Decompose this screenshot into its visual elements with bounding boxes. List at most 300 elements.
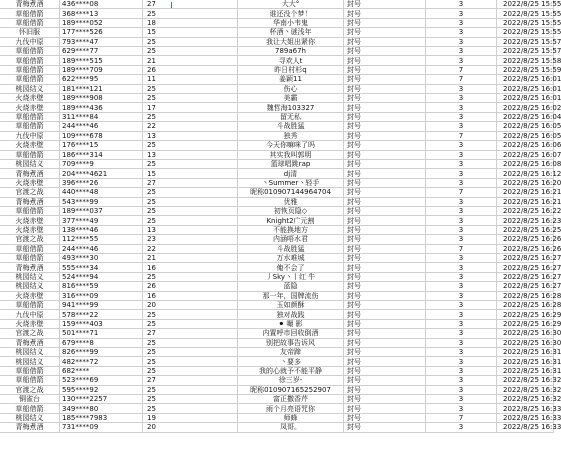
days-cell[interactable]: 7 (426, 75, 497, 84)
level-cell[interactable]: 26 (143, 282, 238, 291)
days-cell[interactable]: 3 (426, 178, 497, 187)
time-cell[interactable]: 2022/8/25 15:55 (497, 18, 554, 27)
server-cell[interactable]: 草船借箭 (0, 65, 60, 74)
nickname-cell[interactable]: 杯酒丶谜浅年 (238, 28, 344, 37)
table-row[interactable] (0, 272, 554, 281)
table-row[interactable] (0, 244, 554, 253)
penalty-cell[interactable]: 封号 (344, 310, 426, 319)
account-cell[interactable]: 138****46 (60, 225, 143, 234)
account-cell[interactable]: 377****49 (60, 216, 143, 225)
level-cell[interactable]: 15 (143, 28, 238, 37)
time-cell[interactable]: 2022/8/25 16:05 (497, 122, 554, 131)
nickname-cell[interactable]: 徐三岁- (238, 376, 344, 385)
nickname-cell[interactable]: 师蜂 (238, 413, 344, 422)
level-cell[interactable]: 19 (143, 413, 238, 422)
nickname-cell[interactable]: 魏哲海103327 (238, 103, 344, 112)
days-cell[interactable]: 7 (426, 413, 497, 422)
level-cell[interactable]: 27 (143, 376, 238, 385)
table-row[interactable] (0, 178, 554, 187)
days-cell[interactable]: 3 (426, 404, 497, 413)
penalty-cell[interactable]: 封号 (344, 122, 426, 131)
server-cell[interactable]: 青梅煮酒 (0, 263, 60, 272)
table-row[interactable] (0, 159, 554, 168)
table-row[interactable] (0, 348, 554, 357)
table-row[interactable] (0, 37, 554, 46)
days-cell[interactable]: 3 (426, 112, 497, 121)
time-cell[interactable]: 2022/8/25 16:01 (497, 84, 554, 93)
level-cell[interactable]: 25 (143, 94, 238, 103)
penalty-cell[interactable]: 封号 (344, 18, 426, 27)
nickname-cell[interactable]: 篮球唱跳rap (238, 159, 344, 168)
table-row[interactable] (0, 0, 554, 9)
penalty-cell[interactable]: 封号 (344, 56, 426, 65)
penalty-cell[interactable]: 封号 (344, 272, 426, 281)
level-cell[interactable]: 25 (143, 9, 238, 18)
table-row[interactable] (0, 357, 554, 366)
table-row[interactable] (0, 9, 554, 18)
days-cell[interactable]: 3 (426, 159, 497, 168)
server-cell[interactable]: 桃园结义 (0, 357, 60, 366)
level-cell[interactable]: 22 (143, 122, 238, 131)
account-cell[interactable]: 793****47 (60, 37, 143, 46)
time-cell[interactable]: 2022/8/25 16:12 (497, 169, 554, 178)
server-cell[interactable]: 桃园结义 (0, 413, 60, 422)
server-cell[interactable]: 草船借箭 (0, 244, 60, 253)
penalty-cell[interactable]: 封号 (344, 28, 426, 37)
server-cell[interactable]: 桃园结义 (0, 272, 60, 281)
server-cell[interactable]: 草船借箭 (0, 9, 60, 18)
table-row[interactable] (0, 366, 554, 375)
nickname-cell[interactable]: 昵称010907144964704 (238, 188, 344, 197)
nickname-cell[interactable]: 独对战践 (238, 310, 344, 319)
table-row[interactable] (0, 28, 554, 37)
penalty-cell[interactable]: 封号 (344, 216, 426, 225)
account-cell[interactable]: 189****709 (60, 65, 143, 74)
days-cell[interactable]: 3 (426, 18, 497, 27)
account-cell[interactable]: 578****22 (60, 310, 143, 319)
account-cell[interactable]: 482****72 (60, 357, 143, 366)
penalty-cell[interactable]: 封号 (344, 291, 426, 300)
time-cell[interactable]: 2022/8/25 16:33 (497, 404, 554, 413)
penalty-cell[interactable]: 封号 (344, 263, 426, 272)
level-cell[interactable]: 25 (143, 216, 238, 225)
time-cell[interactable]: 2022/8/25 16:32 (497, 376, 554, 385)
nickname-cell[interactable]: 寻欢人t (238, 56, 344, 65)
level-cell[interactable]: 18 (143, 18, 238, 27)
server-cell[interactable]: 官渡之战 (0, 235, 60, 244)
penalty-cell[interactable]: 封号 (344, 395, 426, 404)
table-row[interactable] (0, 235, 554, 244)
level-cell[interactable]: 25 (143, 197, 238, 206)
level-cell[interactable]: 13 (143, 225, 238, 234)
time-cell[interactable]: 2022/8/25 16:31 (497, 366, 554, 375)
server-cell[interactable]: 铜雀台 (0, 395, 60, 404)
nickname-cell[interactable]: 内涵唔水君 (238, 235, 344, 244)
nickname-cell[interactable]: 我让大姐出紧你 (238, 37, 344, 46)
account-cell[interactable]: 595****92 (60, 385, 143, 394)
nickname-cell[interactable]: 昵称010907165252907 (238, 385, 344, 394)
days-cell[interactable]: 3 (426, 319, 497, 328)
time-cell[interactable]: 2022/8/25 16:32 (497, 385, 554, 394)
account-cell[interactable]: 679****8 (60, 338, 143, 347)
time-cell[interactable]: 2022/8/25 16:33 (497, 413, 554, 422)
time-cell[interactable]: 2022/8/25 16:28 (497, 291, 554, 300)
days-cell[interactable]: 3 (426, 376, 497, 385)
nickname-cell[interactable]: 友帝蹄 (238, 348, 344, 357)
time-cell[interactable]: 2022/8/25 16:31 (497, 348, 554, 357)
server-cell[interactable]: 草船借箭 (0, 150, 60, 159)
account-cell[interactable]: 523****69 (60, 376, 143, 385)
account-cell[interactable]: 189****037 (60, 206, 143, 215)
time-cell[interactable]: 2022/8/25 16:26 (497, 235, 554, 244)
days-cell[interactable]: 3 (426, 56, 497, 65)
account-cell[interactable]: 130****2257 (60, 395, 143, 404)
days-cell[interactable]: 3 (426, 122, 497, 131)
server-cell[interactable]: 九伐中原 (0, 131, 60, 140)
server-cell[interactable]: 桃园结义 (0, 159, 60, 168)
table-row[interactable] (0, 141, 554, 150)
level-cell[interactable]: 25 (143, 188, 238, 197)
time-cell[interactable]: 2022/8/25 16:21 (497, 188, 554, 197)
days-cell[interactable]: 3 (426, 357, 497, 366)
penalty-cell[interactable]: 封号 (344, 301, 426, 310)
table-row[interactable] (0, 376, 554, 385)
server-cell[interactable]: 九伐中原 (0, 37, 60, 46)
days-cell[interactable]: 3 (426, 253, 497, 262)
server-cell[interactable]: 青梅煮酒 (0, 169, 60, 178)
server-cell[interactable]: 草船借箭 (0, 366, 60, 375)
time-cell[interactable]: 2022/8/25 15:55 (497, 28, 554, 37)
penalty-cell[interactable]: 封号 (344, 131, 426, 140)
days-cell[interactable]: 3 (426, 338, 497, 347)
level-cell[interactable]: 25 (143, 404, 238, 413)
server-cell[interactable]: 草船借箭 (0, 253, 60, 262)
nickname-cell[interactable]: 优雅 (238, 197, 344, 206)
server-cell[interactable]: 桃园结义 (0, 84, 60, 93)
account-cell[interactable]: 112****55 (60, 235, 143, 244)
penalty-cell[interactable]: 封号 (344, 385, 426, 394)
table-row[interactable] (0, 206, 554, 215)
days-cell[interactable]: 3 (426, 282, 497, 291)
nickname-cell[interactable]: 凤哥。 (238, 423, 344, 432)
penalty-cell[interactable]: 封号 (344, 423, 426, 432)
penalty-cell[interactable]: 封号 (344, 413, 426, 422)
table-row[interactable] (0, 131, 554, 140)
penalty-cell[interactable]: 封号 (344, 94, 426, 103)
table-row[interactable] (0, 385, 554, 394)
nickname-cell[interactable]: 丿Sky丶丨红 牛 (238, 272, 344, 281)
server-cell[interactable]: 草船借箭 (0, 404, 60, 413)
time-cell[interactable]: 2022/8/25 16:27 (497, 253, 554, 262)
time-cell[interactable]: 2022/8/25 16:26 (497, 244, 554, 253)
account-cell[interactable]: 501****71 (60, 329, 143, 338)
server-cell[interactable]: 火烧赤壁 (0, 291, 60, 300)
level-cell[interactable]: 17 (143, 103, 238, 112)
nickname-cell[interactable]: 丶Summer丶轻手 (238, 178, 344, 187)
server-cell[interactable]: 草船借箭 (0, 56, 60, 65)
nickname-cell[interactable]: 富正撒香芹 (238, 395, 344, 404)
nickname-cell[interactable]: 蓝隐 (238, 282, 344, 291)
nickname-cell[interactable]: 其实我叫郭明 (238, 150, 344, 159)
nickname-cell[interactable]: 谁还没个梦！ (238, 9, 344, 18)
server-cell[interactable]: 火烧赤壁 (0, 216, 60, 225)
nickname-cell[interactable]: dj清 (238, 169, 344, 178)
account-cell[interactable]: 189****436 (60, 103, 143, 112)
level-cell[interactable]: 25 (143, 357, 238, 366)
penalty-cell[interactable]: 封号 (344, 282, 426, 291)
time-cell[interactable]: 2022/8/25 16:08 (497, 159, 554, 168)
level-cell[interactable]: 26 (143, 65, 238, 74)
server-cell[interactable]: 草船借箭 (0, 18, 60, 27)
server-cell[interactable]: 火烧赤壁 (0, 178, 60, 187)
table-row[interactable] (0, 291, 554, 300)
level-cell[interactable]: 25 (143, 338, 238, 347)
server-cell[interactable]: 火烧赤壁 (0, 94, 60, 103)
account-cell[interactable]: 493****30 (60, 253, 143, 262)
penalty-cell[interactable]: 封号 (344, 348, 426, 357)
nickname-cell[interactable]: 留无私 (238, 112, 344, 121)
level-cell[interactable]: 25 (143, 395, 238, 404)
level-cell[interactable]: 25 (143, 385, 238, 394)
days-cell[interactable]: 3 (426, 103, 497, 112)
nickname-cell[interactable]: 斗战胜猛 (238, 122, 344, 131)
level-cell[interactable]: 20 (143, 301, 238, 310)
time-cell[interactable]: 2022/8/25 16:02 (497, 103, 554, 112)
days-cell[interactable]: 7 (426, 65, 497, 74)
level-cell[interactable]: 27 (143, 329, 238, 338)
table-row[interactable] (0, 216, 554, 225)
nickname-cell[interactable]: 姜颖11 (238, 75, 344, 84)
table-row[interactable] (0, 188, 554, 197)
account-cell[interactable]: 368****13 (60, 9, 143, 18)
server-cell[interactable]: 火烧赤壁 (0, 225, 60, 234)
time-cell[interactable]: 2022/8/25 16:21 (497, 197, 554, 206)
level-cell[interactable]: 16 (143, 263, 238, 272)
server-cell[interactable]: 火烧赤壁 (0, 141, 60, 150)
account-cell[interactable]: 244****46 (60, 244, 143, 253)
penalty-cell[interactable]: 封号 (344, 329, 426, 338)
days-cell[interactable]: 3 (426, 329, 497, 338)
table-row[interactable] (0, 94, 554, 103)
time-cell[interactable]: 2022/8/25 16:28 (497, 301, 554, 310)
level-cell[interactable]: 21 (143, 253, 238, 262)
penalty-cell[interactable]: 封号 (344, 47, 426, 56)
nickname-cell[interactable]: 789a67h (238, 47, 344, 56)
level-cell[interactable]: 25 (143, 310, 238, 319)
table-row[interactable] (0, 319, 554, 328)
table-row[interactable] (0, 413, 554, 422)
nickname-cell[interactable]: 华南小韦鬼 (238, 18, 344, 27)
time-cell[interactable]: 2022/8/25 16:30 (497, 329, 554, 338)
account-cell[interactable]: 524****94 (60, 272, 143, 281)
days-cell[interactable]: 3 (426, 206, 497, 215)
penalty-cell[interactable]: 封号 (344, 366, 426, 375)
nickname-cell[interactable]: 那一年，国牌流伤 (238, 291, 344, 300)
server-cell[interactable]: 官渡之战 (0, 188, 60, 197)
days-cell[interactable]: 7 (426, 244, 497, 253)
days-cell[interactable]: 7 (426, 188, 497, 197)
days-cell[interactable]: 3 (426, 197, 497, 206)
penalty-cell[interactable]: 封号 (344, 159, 426, 168)
level-cell[interactable]: 27 (143, 0, 238, 9)
account-cell[interactable]: 177****526 (60, 28, 143, 37)
nickname-cell[interactable]: 斗战胜猛 (238, 244, 344, 253)
table-row[interactable] (0, 301, 554, 310)
time-cell[interactable]: 2022/8/25 16:29 (497, 310, 554, 319)
penalty-cell[interactable]: 封号 (344, 338, 426, 347)
days-cell[interactable]: 7 (426, 131, 497, 140)
nickname-cell[interactable]: 丶要多 (238, 357, 344, 366)
account-cell[interactable]: 159****403 (60, 319, 143, 328)
table-row[interactable] (0, 56, 554, 65)
nickname-cell[interactable]: 玉如颜酥 (238, 301, 344, 310)
level-cell[interactable]: 25 (143, 141, 238, 150)
days-cell[interactable]: 3 (426, 28, 497, 37)
penalty-cell[interactable]: 封号 (344, 319, 426, 328)
days-cell[interactable]: 3 (426, 423, 497, 432)
table-row[interactable] (0, 225, 554, 234)
table-row[interactable] (0, 310, 554, 319)
penalty-cell[interactable]: 封号 (344, 169, 426, 178)
time-cell[interactable]: 2022/8/25 15:57 (497, 37, 554, 46)
time-cell[interactable]: 2022/8/25 16:31 (497, 357, 554, 366)
server-cell[interactable]: 怀旧服 (0, 28, 60, 37)
table-row[interactable] (0, 282, 554, 291)
level-cell[interactable]: 23 (143, 235, 238, 244)
level-cell[interactable]: 25 (143, 84, 238, 93)
level-cell[interactable]: 25 (143, 366, 238, 375)
table-row[interactable] (0, 197, 554, 206)
account-cell[interactable]: 109****678 (60, 131, 143, 140)
days-cell[interactable]: 3 (426, 291, 497, 300)
days-cell[interactable]: 3 (426, 141, 497, 150)
table-row[interactable] (0, 18, 554, 27)
penalty-cell[interactable]: 封号 (344, 376, 426, 385)
time-cell[interactable]: 2022/8/25 16:06 (497, 141, 554, 150)
nickname-cell[interactable]: 初恢页隐◇ (238, 206, 344, 215)
nickname-cell[interactable]: 万水难城 (238, 253, 344, 262)
account-cell[interactable]: 941****99 (60, 301, 143, 310)
account-cell[interactable]: 709****9 (60, 159, 143, 168)
server-cell[interactable]: 草船借箭 (0, 376, 60, 385)
account-cell[interactable]: 543****99 (60, 197, 143, 206)
nickname-cell[interactable]: 雨个月亮语咒你 (238, 404, 344, 413)
server-cell[interactable]: 青梅煮酒 (0, 338, 60, 347)
level-cell[interactable]: 13 (143, 131, 238, 140)
time-cell[interactable]: 2022/8/25 15:55 (497, 0, 554, 9)
account-cell[interactable]: 204****4621 (60, 169, 143, 178)
server-cell[interactable]: 草船借箭 (0, 301, 60, 310)
account-cell[interactable]: 436****08 (60, 0, 143, 9)
account-cell[interactable]: 189****515 (60, 56, 143, 65)
time-cell[interactable]: 2022/8/25 16:32 (497, 395, 554, 404)
server-cell[interactable]: 草船借箭 (0, 112, 60, 121)
server-cell[interactable]: 青梅煮酒 (0, 197, 60, 206)
level-cell[interactable]: 22 (143, 244, 238, 253)
days-cell[interactable]: 3 (426, 9, 497, 18)
account-cell[interactable]: 816****59 (60, 282, 143, 291)
penalty-cell[interactable]: 封号 (344, 357, 426, 366)
account-cell[interactable]: 731****09 (60, 423, 143, 432)
table-row[interactable] (0, 404, 554, 413)
time-cell[interactable]: 2022/8/25 16:23 (497, 216, 554, 225)
account-cell[interactable]: 316****09 (60, 291, 143, 300)
table-row[interactable] (0, 122, 554, 131)
server-cell[interactable]: 火烧赤壁 (0, 319, 60, 328)
time-cell[interactable]: 2022/8/25 16:27 (497, 272, 554, 281)
days-cell[interactable]: 3 (426, 216, 497, 225)
server-cell[interactable]: 草船借箭 (0, 75, 60, 84)
days-cell[interactable]: 3 (426, 37, 497, 46)
penalty-cell[interactable]: 封号 (344, 0, 426, 9)
account-cell[interactable]: 185****7983 (60, 413, 143, 422)
days-cell[interactable]: 3 (426, 150, 497, 159)
days-cell[interactable]: 3 (426, 366, 497, 375)
penalty-cell[interactable]: 封号 (344, 150, 426, 159)
account-cell[interactable]: 311****84 (60, 112, 143, 121)
time-cell[interactable]: 2022/8/25 15:55 (497, 9, 554, 18)
level-cell[interactable]: 16 (143, 291, 238, 300)
account-cell[interactable]: 629****77 (60, 47, 143, 56)
table-row[interactable] (0, 253, 554, 262)
penalty-cell[interactable]: 封号 (344, 225, 426, 234)
penalty-cell[interactable]: 封号 (344, 197, 426, 206)
penalty-cell[interactable]: 封号 (344, 253, 426, 262)
days-cell[interactable]: 3 (426, 0, 497, 9)
server-cell[interactable]: 官渡之战 (0, 385, 60, 394)
time-cell[interactable]: 2022/8/25 16:27 (497, 282, 554, 291)
server-cell[interactable]: 九伐中原 (0, 310, 60, 319)
level-cell[interactable]: 15 (143, 169, 238, 178)
penalty-cell[interactable]: 封号 (344, 235, 426, 244)
level-cell[interactable]: 25 (143, 159, 238, 168)
nickname-cell[interactable]: 今天你嘛咪了吗 (238, 141, 344, 150)
time-cell[interactable]: 2022/8/25 16:25 (497, 225, 554, 234)
table-row[interactable] (0, 65, 554, 74)
nickname-cell[interactable]: 别把故事告诉风 (238, 338, 344, 347)
days-cell[interactable]: 3 (426, 395, 497, 404)
penalty-cell[interactable]: 封号 (344, 188, 426, 197)
table-row[interactable] (0, 395, 554, 404)
account-cell[interactable]: 682**** (60, 366, 143, 375)
days-cell[interactable]: 3 (426, 47, 497, 56)
time-cell[interactable]: 2022/8/25 16:29 (497, 319, 554, 328)
time-cell[interactable]: 2022/8/25 16:22 (497, 206, 554, 215)
penalty-cell[interactable]: 封号 (344, 141, 426, 150)
level-cell[interactable]: 25 (143, 348, 238, 357)
table-row[interactable] (0, 263, 554, 272)
table-row[interactable] (0, 338, 554, 347)
account-cell[interactable]: 186****314 (60, 150, 143, 159)
level-cell[interactable]: 21 (143, 56, 238, 65)
server-cell[interactable]: 桃园结义 (0, 282, 60, 291)
server-cell[interactable]: 青梅煮酒 (0, 423, 60, 432)
penalty-cell[interactable]: 封号 (344, 9, 426, 18)
table-row[interactable] (0, 112, 554, 121)
account-cell[interactable]: 555****34 (60, 263, 143, 272)
table-row[interactable] (0, 103, 554, 112)
account-cell[interactable]: 396****26 (60, 178, 143, 187)
table-row[interactable] (0, 169, 554, 178)
penalty-cell[interactable]: 封号 (344, 65, 426, 74)
account-cell[interactable]: 826****99 (60, 348, 143, 357)
time-cell[interactable]: 2022/8/25 16:27 (497, 263, 554, 272)
penalty-cell[interactable]: 封号 (344, 103, 426, 112)
time-cell[interactable]: 2022/8/25 16:01 (497, 75, 554, 84)
account-cell[interactable]: 189****908 (60, 94, 143, 103)
days-cell[interactable]: 3 (426, 225, 497, 234)
days-cell[interactable]: 3 (426, 94, 497, 103)
